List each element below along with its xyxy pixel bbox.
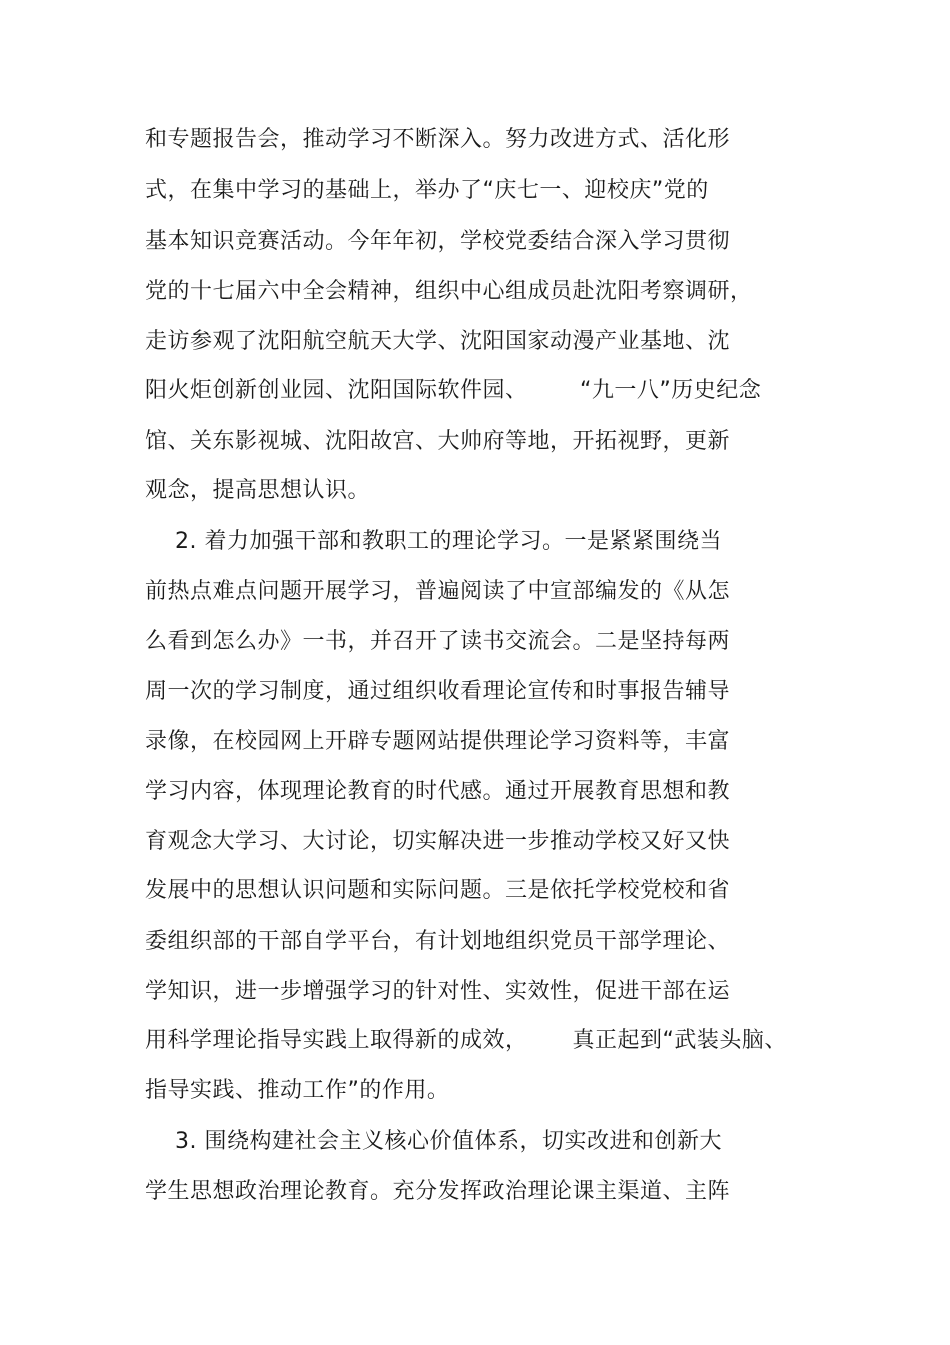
- text-line: 么看到怎么办》一书，并召开了读书交流会。二是坚持每两: [145, 629, 731, 654]
- text-line: 录像，在校园网上开辟专题网站提供理论学习资料等，丰富: [145, 729, 731, 754]
- text-line: 育观念大学习、大讨论，切实解决进一步推动学校又好又快: [145, 829, 731, 854]
- text-line: 馆、关东影视城、沈阳故宫、大帅府等地，开拓视野，更新: [145, 429, 731, 454]
- text-line: 周一次的学习制度，通过组织收看理论宣传和时事报告辅导: [145, 679, 731, 704]
- text-line: 基本知识竞赛活动。今年年初，学校党委结合深入学习贯彻: [145, 229, 731, 254]
- text-line: 指导实践、推动工作”的作用。: [145, 1078, 450, 1103]
- paragraph-start-line: 2. 着力加强干部和教职工的理论学习。一是紧紧围绕当: [145, 529, 722, 554]
- text-line: 观念，提高思想认识。: [145, 478, 371, 503]
- text-line: 走访参观了沈阳航空航天大学、沈阳国家动漫产业基地、沈: [145, 329, 731, 354]
- text-line: 党的十七届六中全会精神，组织中心组成员赴沈阳考察调研，: [145, 279, 753, 304]
- text-line: 学知识，进一步增强学习的针对性、实效性，促进干部在运: [145, 979, 731, 1004]
- paragraph-start-line: 3. 围绕构建社会主义核心价值体系，切实改进和创新大: [145, 1129, 722, 1154]
- text-line: 用科学理论指导实践上取得新的成效， 真正起到“武装头脑、: [145, 1028, 787, 1053]
- text-line: 和专题报告会，推动学习不断深入。努力改进方式、活化形: [145, 127, 731, 152]
- text-line: 学习内容，体现理论教育的时代感。通过开展教育思想和教: [145, 779, 731, 804]
- text-line: 学生思想政治理论教育。充分发挥政治理论课主渠道、主阵: [145, 1179, 731, 1204]
- text-line: 式，在集中学习的基础上，举办了“庆七一、迎校庆”党的: [145, 178, 709, 203]
- text-line: 发展中的思想认识问题和实际问题。三是依托学校党校和省: [145, 878, 731, 903]
- text-line: 前热点难点问题开展学习，普遍阅读了中宣部编发的《从怎: [145, 579, 731, 604]
- text-line: 阳火炬创新创业园、沈阳国际软件园、 “九一八”历史纪念: [145, 378, 762, 403]
- text-line: 委组织部的干部自学平台，有计划地组织党员干部学理论、: [145, 929, 731, 954]
